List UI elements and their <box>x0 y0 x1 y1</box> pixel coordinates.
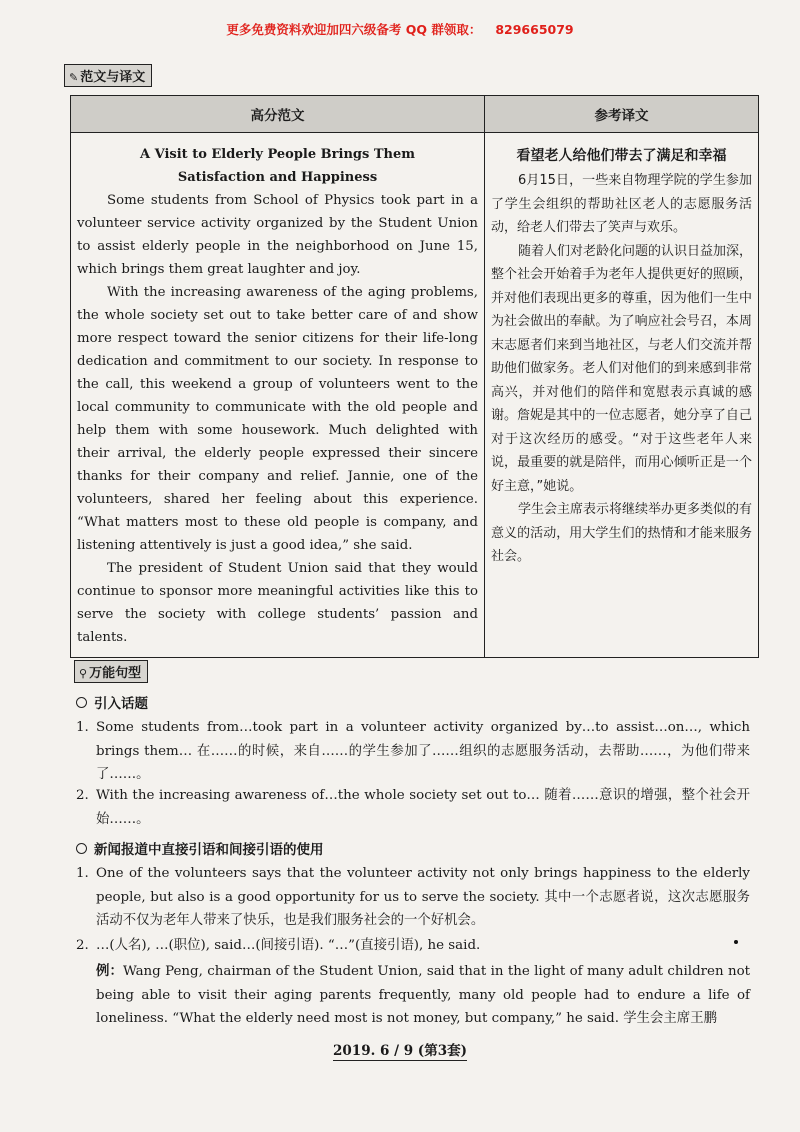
essay-table <box>70 95 759 658</box>
essay-paragraph-2: With the increasing awareness of the aging problems, the whole society set out to take better care of and show more respect toward the senior citizens for their life-long dedication and commitment to our society. In response to the call, this weekend a group of volunteers went to the local community to communicate with the old people and help them with some housework. Much delighted with their arrival, the elderly people expressed their sincere thanks for their company and relief. Jannie, one of the volunteers, shared her feeling about this experience. “What matters most to these old people is company, and listening attentively is just a good idea,” she said. <box>77 285 478 553</box>
subheading-label: 引入话题 <box>94 696 148 712</box>
translation-paragraph-2: 随着人们对老龄化问题的认识日益加深，整个社会开始着手为老年人提供更好的照顾，并对他们表现出更多的尊重，因为他们一生中为社会做出的奉献。为了响应社会号召，本周末志愿者们来到当地社区，与老人们交流并帮助他们做家务。老人们对他们的到来感到非常高兴，并对他们的陪伴和宽慰表示真诚的感谢。詹妮是其中的一位志愿者，她分享了自己对于这次经历的感受。“对于这些老年人来说，最重要的就是陪伴，而用心倾听正是一个好主意，”她说。 <box>491 243 753 494</box>
promo-banner <box>0 20 800 38</box>
subheading-quotation-usage <box>76 838 324 858</box>
promo-qq-number: 829665079 <box>495 22 574 37</box>
page-footer <box>0 1039 800 1059</box>
pencil-icon: ✎ <box>69 71 79 84</box>
example-label: 例： <box>96 963 123 979</box>
section-tag-label: 万能句型 <box>89 666 142 681</box>
list-item <box>76 862 750 933</box>
item-text: One of the volunteers says that the volunteer activity not only brings happiness to the elderly people, but also is a good opportunity for us to serve the society. 其中一个志愿者说，这次志愿服务活动不仅为老年人带来了快乐，也是我们服务社会的一个好机会。 <box>96 866 750 928</box>
essay-title-line1: A Visit to Elderly People Brings Them <box>140 147 415 162</box>
list-item <box>76 716 750 787</box>
item-number: 1. <box>76 866 89 881</box>
essay-paragraph-3: The president of Student Union said that they would continue to sponsor more meaningful activities like this to serve the society with college students’ passion and talents. <box>77 561 478 645</box>
section-tag-sentence-patterns <box>74 660 148 683</box>
item-number: 2. <box>76 788 89 803</box>
example-text: Wang Peng, chairman of the Student Union, said that in the light of many adult children not being able to visit their aging parents frequently, many old people had to endure a life of loneliness. “What the elderly need most is not money, but company,” he said. 学生会主席王鹏 <box>96 964 751 1026</box>
item-number: 1. <box>76 720 89 735</box>
magnifier-icon: ⚲ <box>79 667 88 680</box>
header-model-essay: 高分范文 <box>71 96 485 133</box>
essay-paragraph-1: Some students from School of Physics took part in a volunteer service activity organized by the Student Union to assist elderly people in the neighborhood on June 15, which brings them great laughter and joy. <box>77 193 478 277</box>
translation-title: 看望老人给他们带去了满足和幸福 <box>516 148 727 164</box>
circle-bullet-icon <box>76 843 87 854</box>
section-tag-label: 范文与译文 <box>80 70 146 85</box>
example-block <box>76 960 750 1031</box>
subheading-introduce-topic <box>76 692 148 712</box>
list-item <box>76 934 750 958</box>
translation-paragraph-1: 6月15日，一些来自物理学院的学生参加了学生会组织的帮助社区老人的志愿服务活动，给老人们带去了笑声与欢乐。 <box>491 173 752 235</box>
list-item <box>76 784 750 831</box>
item-number: 2. <box>76 938 89 953</box>
promo-banner-text: 更多免费资料欢迎加四六级备考 QQ 群领取： <box>226 22 482 37</box>
item-text: …(人名), …(职位), said…(间接引语). “…”(直接引语), he said. <box>96 938 481 953</box>
footer-issue: 2019. 6 / 9 (第3套) <box>333 1043 467 1059</box>
circle-bullet-icon <box>76 697 87 708</box>
stray-dot <box>734 940 738 944</box>
essay-title-line2: Satisfaction and Happiness <box>177 170 378 185</box>
subheading-label: 新闻报道中直接引语和间接引语的使用 <box>94 842 324 858</box>
english-essay-cell <box>71 133 485 658</box>
translation-paragraph-3: 学生会主席表示将继续举办更多类似的有意义的活动，用大学生们的热情和才能来服务社会。 <box>491 502 753 564</box>
chinese-translation-cell <box>485 133 759 658</box>
header-translation: 参考译文 <box>485 96 759 133</box>
item-text: Some students from…took part in a volunteer activity organized by…to assist…on…, which brings them… 在……的时候，来自……的学生参加了……组织的志愿服务活动，去帮助……，为他们带来了……。 <box>96 720 750 782</box>
item-text: With the increasing awareness of…the whole society set out to… 随着……意识的增强，整个社会开始……。 <box>96 788 750 827</box>
section-tag-model-essay <box>64 64 152 87</box>
